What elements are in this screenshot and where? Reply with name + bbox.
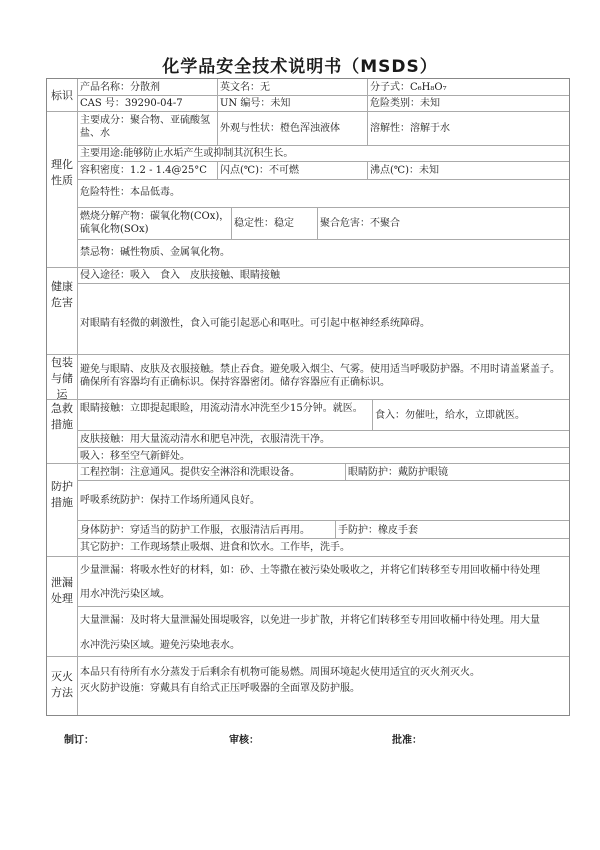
first-aid-ingestion: 食入：勿催吐，给水，立即就医。 (375, 410, 525, 421)
composition: 主要成分：聚合物、亚硫酸氢盐、水 (80, 115, 210, 139)
incompatible-materials: 禁忌物：碱性物质、金属氧化物。 (80, 247, 230, 258)
hazard-class: 危险类别：未知 (370, 98, 440, 109)
divider (47, 656, 569, 657)
section-label-spill: 泄漏处理 (51, 576, 73, 605)
divider (47, 267, 569, 268)
body-protection: 身体防护：穿适当的防护工作服，衣服清洁后再用。 (80, 525, 310, 536)
large-spill-line2: 水冲洗污染区域。避免污染地表水。 (80, 640, 240, 651)
fire-fighting-line1: 本品只有待所有水分蒸发于后剩余有机物可能易燃。周围环境起火使用适宜的灭火剂灭火。 (80, 667, 480, 678)
divider (77, 606, 569, 607)
cas-number: CAS 号：39290-04-7 (80, 98, 183, 109)
signature-approved-by: 批准： (392, 735, 422, 746)
small-spill-line2: 用水冲洗污染区域。 (80, 589, 170, 600)
divider (217, 79, 218, 111)
msds-table (46, 78, 570, 716)
divider (77, 447, 569, 448)
density: 容积密度：1.2 - 1.4@25°C (80, 165, 207, 176)
divider (77, 207, 569, 208)
divider (231, 207, 232, 239)
divider (77, 179, 569, 180)
divider (77, 79, 78, 715)
molecular-formula: 分子式：C₆H₈O₇ (370, 82, 447, 93)
divider (47, 556, 569, 557)
divider (367, 111, 368, 145)
page-title: 化学品安全技术说明书（MSDS） (162, 57, 438, 77)
section-label-protection: 防护措施 (51, 480, 73, 509)
eye-protection: 眼睛防护：戴防护眼镜 (348, 467, 448, 478)
un-number: UN 编号：未知 (220, 98, 291, 109)
first-aid-eye: 眼睛接触：立即提起眼睑，用流动清水冲洗至少15分钟。就医。 (80, 403, 363, 414)
divider (317, 207, 318, 239)
divider (47, 354, 569, 355)
section-label-health: 健康危害 (51, 280, 73, 309)
divider (77, 283, 569, 284)
respiratory-protection: 呼吸系统防护：保持工作场所通风良好。 (80, 495, 260, 506)
divider (77, 239, 569, 240)
divider (345, 463, 346, 480)
entry-routes: 侵入途径：吸入 食入 皮肤接触、眼睛接触 (80, 270, 280, 281)
section-label-firstaid: 急救措施 (51, 402, 73, 431)
stability: 稳定性：稳定 (234, 218, 294, 229)
divider (335, 520, 336, 538)
product-name: 产品名称：分散剂 (80, 82, 160, 93)
divider (372, 399, 373, 430)
section-label-fire: 灭火方法 (51, 670, 73, 699)
divider (217, 111, 218, 145)
divider (77, 538, 569, 539)
flash-point: 闪点(℃)：不可燃 (220, 165, 299, 176)
storage-text: 避免与眼睛、皮肤及衣服接触。禁止吞食。避免吸入烟尘、气雾。使用适当呼吸防护器。不用时请盖紧盖子。确保所有容器均有正确标识。保持容器密闭。储存容器应有正确标识。 (80, 364, 560, 388)
english-name: 英文名：无 (220, 82, 270, 93)
divider (47, 463, 569, 464)
divider (367, 161, 368, 179)
divider (77, 161, 569, 162)
divider (77, 520, 569, 521)
divider (77, 430, 569, 431)
divider (367, 79, 368, 111)
health-effects: 对眼睛有轻微的刺激性，食入可能引起恶心和呕吐。可引起中枢神经系统障碍。 (80, 318, 430, 329)
decomposition-products: 燃烧分解产物：碳氧化物(COx)，硫氧化物(SOx) (80, 211, 230, 235)
hand-protection: 手防护：橡皮手套 (338, 525, 418, 536)
large-spill-line1: 大量泄漏：及时将大量泄漏处围堤吸容，以免进一步扩散，并将它们转移至专用回收桶中待处理。用大量 (80, 615, 540, 626)
fire-fighting-line2: 灭火防护设施：穿戴具有自给式正压呼吸器的全面罩及防护服。 (80, 683, 360, 694)
first-aid-skin: 皮肤接触：用大量流动清水和肥皂冲洗，衣服清洗干净。 (80, 434, 330, 445)
divider (217, 161, 218, 179)
polymerization-hazard: 聚合危害：不聚合 (320, 218, 400, 229)
other-protection: 其它防护：工作现场禁止吸烟、进食和饮水。工作毕，洗手。 (80, 542, 350, 553)
signature-reviewed-by: 审核： (229, 735, 259, 746)
appearance: 外观与性状：橙色浑浊液体 (220, 123, 340, 134)
engineering-control: 工程控制：注意通风。提供安全淋浴和洗眼设备。 (80, 467, 300, 478)
solubility: 溶解性：溶解于水 (370, 123, 450, 134)
boiling-point: 沸点(℃)：未知 (370, 165, 439, 176)
usage: 主要用途:能够防止水垢产生或抑制其沉积生长。 (80, 148, 294, 159)
divider (77, 95, 569, 96)
section-label-identification: 标识 (51, 89, 73, 102)
signature-made-by: 制订： (64, 735, 94, 746)
divider (77, 480, 569, 481)
first-aid-inhalation: 吸入：移至空气新鲜处。 (80, 451, 190, 462)
section-label-storage: 包装与储运 (51, 356, 73, 401)
divider (47, 399, 569, 400)
divider (77, 145, 569, 146)
section-label-properties: 理化性质 (51, 158, 73, 187)
divider (47, 111, 569, 112)
hazard-property: 危险特性：本品低毒。 (80, 187, 180, 198)
small-spill-line1: 少量泄漏：将吸水性好的材料，如：砂、土等撒在被污染处吸收之，并将它们转移至专用回收桶中待处理 (80, 565, 540, 576)
